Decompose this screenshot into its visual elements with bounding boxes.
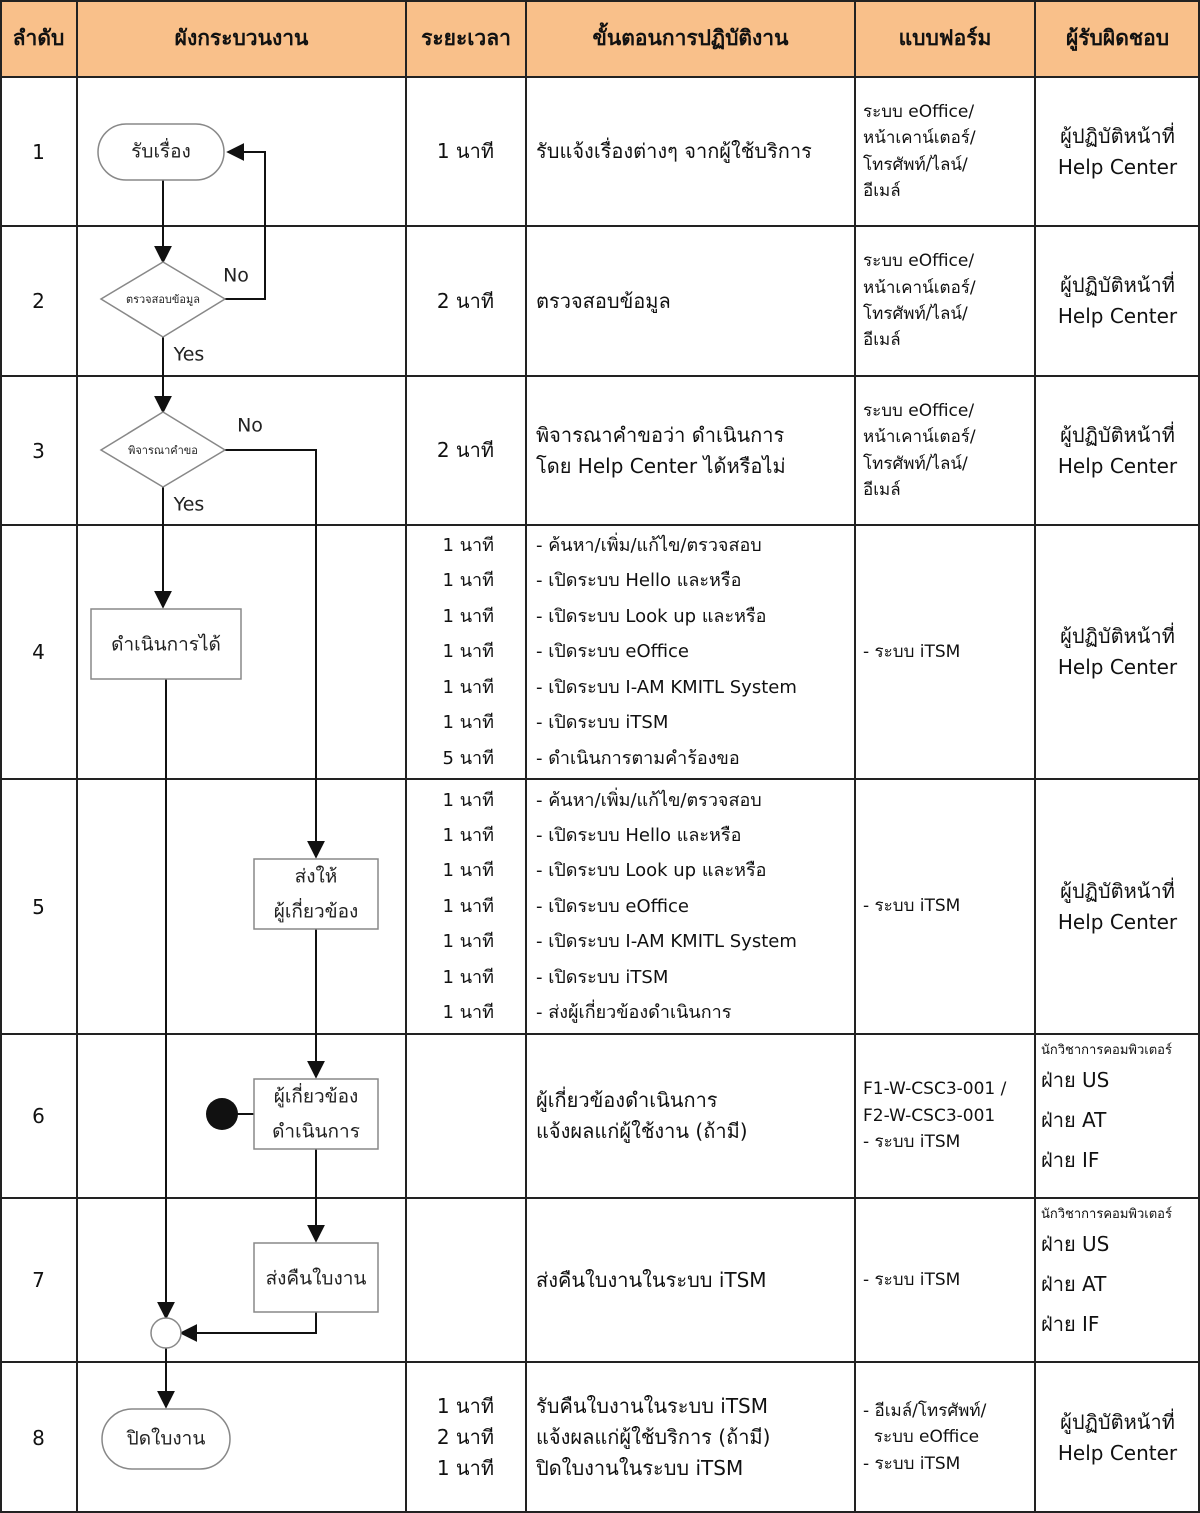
step-text: - เปิดระบบ Hello และหรือ: [536, 570, 742, 592]
time-value: 1 นาที: [442, 676, 494, 698]
step-text: - ค้นหา/เพิ่ม/แก้ไข/ตรวจสอบ: [536, 789, 762, 811]
header-flow: ผังกระบวนงาน: [77, 0, 406, 77]
step-text: แจ้งผลแก่ผู้ใช้บริการ (ถ้ามี): [536, 1425, 771, 1449]
header-steps: ขั้นตอนการปฏิบัติงาน: [526, 0, 855, 77]
step-text: ตรวจสอบข้อมูล: [536, 288, 671, 313]
time-value: 1 นาที: [442, 931, 494, 953]
owner-text: ผู้ปฏิบัติหน้าที่: [1060, 878, 1175, 903]
step-text: รับแจ้งเรื่องต่างๆ จากผู้ใช้บริการ: [536, 139, 812, 163]
row-number: 5: [32, 894, 45, 919]
row-number: 2: [32, 289, 45, 313]
step-text: - เปิดระบบ Look up และหรือ: [536, 605, 767, 627]
owner-text: ฝ่าย IF: [1041, 1148, 1100, 1173]
time-value: 1 นาที: [442, 824, 494, 846]
owner-text: Help Center: [1057, 453, 1178, 478]
step-text: ผู้เกี่ยวข้องดำเนินการ: [536, 1088, 718, 1112]
owner-text: Help Center: [1057, 154, 1178, 179]
form-text: อีเมล์: [863, 479, 901, 500]
form-text: - ระบบ iTSM: [863, 1132, 961, 1153]
time-value: 1 นาที: [436, 139, 494, 163]
start-label: รับเรื่อง: [131, 140, 191, 163]
step-text: - ค้นหา/เพิ่ม/แก้ไข/ตรวจสอบ: [536, 535, 762, 557]
owner-text: ผู้ปฏิบัติหน้าที่: [1060, 624, 1175, 648]
form-text: - ระบบ iTSM: [863, 1453, 961, 1474]
owner-text: ฝ่าย AT: [1041, 1108, 1107, 1133]
form-text: หน้าเคาน์เตอร์/: [863, 128, 976, 149]
form-text: ระบบ eOffice/: [863, 400, 975, 421]
form-text: F1-W-CSC3-001 /: [863, 1079, 1007, 1100]
step-text: - เปิดระบบ Hello และหรือ: [536, 824, 742, 846]
consider-no-label: No: [237, 414, 263, 437]
step-text: - เปิดระบบ I-AM KMITL System: [536, 676, 797, 698]
form-text: - ระบบ iTSM: [863, 641, 961, 662]
close-label: ปิดใบงาน: [126, 1427, 206, 1450]
send-label-1: ส่งให้: [294, 865, 338, 888]
owner-title: นักวิชาการคอมพิวเตอร์: [1041, 1207, 1172, 1222]
time-value: 2 นาที: [436, 438, 494, 462]
doable-label: ดำเนินการได้: [111, 633, 221, 656]
time-value: 5 นาที: [442, 747, 494, 769]
time-value: 1 นาที: [442, 1002, 494, 1024]
step-text: - เปิดระบบ I-AM KMITL System: [536, 931, 797, 953]
step-text: - ส่งผู้เกี่ยวข้องดำเนินการ: [536, 1002, 732, 1024]
step-text: โดย Help Center ได้หรือไม่: [536, 453, 786, 478]
row-number: 6: [32, 1104, 45, 1128]
form-text: โทรศัพท์/ไลน์/: [863, 453, 968, 474]
form-text: ระบบ eOffice/: [863, 251, 975, 272]
owner-text: ฝ่าย US: [1041, 1068, 1110, 1093]
owner-text: ฝ่าย IF: [1041, 1312, 1100, 1337]
step-text: - ดำเนินการตามคำร้องขอ: [536, 747, 740, 769]
form-text: อีเมล์: [863, 330, 901, 351]
step-text: - เปิดระบบ iTSM: [536, 712, 669, 734]
row-number: 1: [32, 139, 45, 164]
form-text: - อีเมล์/โทรศัพท์/: [863, 1400, 987, 1421]
form-text: - ระบบ iTSM: [863, 896, 961, 917]
form-text: F2-W-CSC3-001: [863, 1105, 996, 1126]
step-text: - เปิดระบบ eOffice: [536, 641, 690, 663]
step-text: รับคืนใบงานในระบบ iTSM: [536, 1394, 769, 1418]
step-text: พิจารณาคำขอว่า ดำเนินการ: [536, 422, 785, 447]
owner-text: Help Center: [1057, 909, 1178, 934]
edge-return-merge: [181, 1312, 316, 1333]
return-label: ส่งคืนใบงาน: [265, 1267, 367, 1290]
form-text: ระบบ eOffice: [863, 1427, 980, 1448]
owner-title: นักวิชาการคอมพิวเตอร์: [1041, 1043, 1172, 1058]
form-text: ระบบ eOffice/: [863, 101, 975, 122]
header-time: ระยะเวลา: [406, 0, 526, 77]
time-value: 1 นาที: [442, 966, 494, 988]
time-value: 1 นาที: [442, 895, 494, 917]
row-number: 4: [32, 640, 45, 664]
form-text: หน้าเคาน์เตอร์/: [863, 427, 976, 448]
header-no: ลำดับ: [0, 0, 77, 77]
check-no-label: No: [223, 264, 249, 287]
row-number: 3: [32, 438, 45, 463]
owner-text: ฝ่าย AT: [1041, 1272, 1107, 1297]
step-text: แจ้งผลแก่ผู้ใช้งาน (ถ้ามี): [536, 1119, 748, 1143]
send-label-2: ผู้เกี่ยวข้อง: [273, 900, 359, 923]
time-value: 1 นาที: [442, 789, 494, 811]
merge-connector: [151, 1318, 181, 1348]
consider-label: พิจารณาคำขอ: [128, 444, 198, 457]
time-value: 1 นาที: [442, 570, 494, 592]
owner-text: Help Center: [1057, 304, 1178, 328]
time-value: 1 นาที: [442, 641, 494, 663]
form-text: โทรศัพท์/ไลน์/: [863, 304, 968, 324]
owner-text: ผู้ปฏิบัติหน้าที่: [1060, 422, 1175, 447]
consider-yes-label: Yes: [173, 493, 205, 516]
time-value: 1 นาที: [442, 605, 494, 627]
step-text: ปิดใบงานในระบบ iTSM: [536, 1456, 744, 1480]
check-label: ตรวจสอบข้อมูล: [125, 293, 201, 306]
row-number: 8: [32, 1425, 45, 1450]
header-owner: ผู้รับผิดชอบ: [1035, 0, 1200, 77]
related-label-2: ดำเนินการ: [272, 1120, 360, 1143]
form-text: โทรศัพท์/ไลน์/: [863, 154, 968, 175]
time-value: 1 นาที: [442, 860, 494, 882]
header-form: แบบฟอร์ม: [855, 0, 1035, 77]
related-label-1: ผู้เกี่ยวข้อง: [273, 1085, 359, 1108]
step-text: - เปิดระบบ Look up และหรือ: [536, 860, 767, 882]
owner-text: ผู้ปฏิบัติหน้าที่: [1060, 1409, 1175, 1434]
form-text: อีเมล์: [863, 180, 901, 201]
owner-text: ผู้ปฏิบัติหน้าที่: [1060, 123, 1175, 148]
step-text: - เปิดระบบ eOffice: [536, 895, 690, 917]
row-number: 7: [32, 1268, 45, 1292]
owner-text: ฝ่าย US: [1041, 1232, 1110, 1257]
time-value: 2 นาที: [436, 1425, 494, 1449]
start-dot: [206, 1098, 238, 1130]
time-value: 1 นาที: [442, 535, 494, 557]
owner-text: Help Center: [1057, 1440, 1178, 1465]
step-text: ส่งคืนใบงานในระบบ iTSM: [536, 1267, 767, 1292]
time-value: 1 นาที: [436, 1394, 494, 1418]
check-yes-label: Yes: [173, 343, 205, 366]
time-value: 1 นาที: [442, 712, 494, 734]
step-text: - เปิดระบบ iTSM: [536, 966, 669, 988]
time-value: 1 นาที: [436, 1456, 494, 1480]
owner-text: ผู้ปฏิบัติหน้าที่: [1060, 273, 1175, 297]
form-text: หน้าเคาน์เตอร์/: [863, 277, 976, 298]
form-text: - ระบบ iTSM: [863, 1269, 961, 1290]
owner-text: Help Center: [1057, 655, 1178, 679]
time-value: 2 นาที: [436, 288, 494, 313]
